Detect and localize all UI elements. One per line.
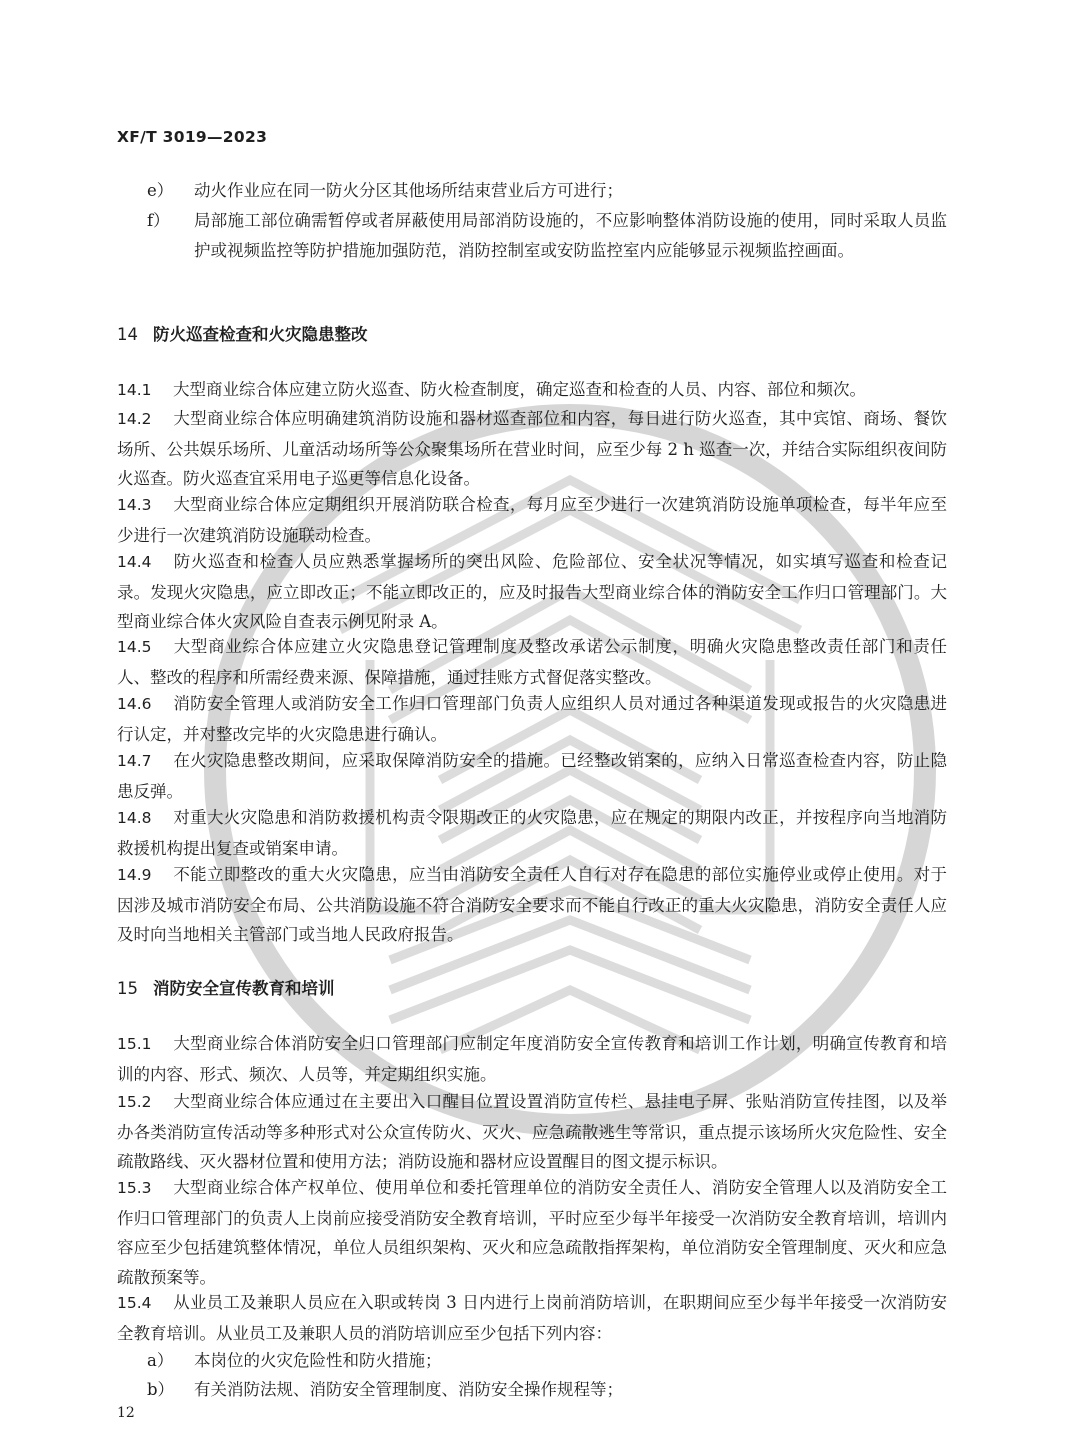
section-title: 防火巡查检查和火灾隐患整改 [153, 325, 368, 344]
list-item-text: 动火作业应在同一防火分区其他场所结束营业后方可进行； [194, 181, 623, 200]
list-item-label: e） [147, 181, 174, 200]
clause-text: 大型商业综合体应定期组织开展消防联合检查，每月应至少进行一次建筑消防设施单项检查，每半年应至少进行一次建筑消防设施联动检查。 [117, 495, 947, 545]
clause-text: 大型商业综合体消防安全归口管理部门应制定年度消防安全宣传教育和培训工作计划，明确宣传教育和培训的内容、形式、频次、人员等，并定期组织实施。 [117, 1034, 947, 1084]
list-item-text: 局部施工部位确需暂停或者屏蔽使用局部消防设施的，不应影响整体消防设施的使用，同时采取人员监护或视频监控等防护措施加强防范，消防控制室或安防监控室内应能够显示视频监控画面。 [194, 211, 947, 260]
section-heading-14 [117, 321, 368, 345]
clause-text: 防火巡查和检查人员应熟悉掌握场所的突出风险、危险部位、安全状况等情况，如实填写巡查和检查记录。发现火灾隐患，应立即改正；不能立即改正的，应及时报告大型商业综合体的消防安全工作归口管理部门。大型商业综合体火灾风险自查表示例见附录 A。 [117, 552, 947, 631]
clause [117, 1288, 947, 1348]
clause-number: 14.4 [117, 553, 152, 571]
clause-number: 15.1 [117, 1035, 152, 1053]
section-title: 消防安全宣传教育和培训 [153, 979, 335, 998]
section-heading-15 [117, 975, 335, 999]
clause-number: 15.2 [117, 1093, 152, 1111]
clause-number: 14.1 [117, 381, 152, 399]
section-number: 15 [117, 979, 138, 998]
clause-number: 15.4 [117, 1294, 152, 1312]
clause-number: 14.5 [117, 638, 152, 656]
list-item-label: b） [147, 1380, 175, 1399]
clause [117, 689, 947, 749]
list-item-label: f） [147, 211, 170, 230]
clause-text: 从业员工及兼职人员应在入职或转岗 3 日内进行上岗前消防培训，在职期间应至少每半年接受一次消防安全教育培训。从业员工及兼职人员的消防培训应至少包括下列内容： [117, 1293, 947, 1343]
clause [117, 632, 947, 692]
clause-number: 14.6 [117, 695, 152, 713]
clause [117, 404, 947, 494]
clause-text: 大型商业综合体产权单位、使用单位和委托管理单位的消防安全责任人、消防安全管理人以及消防安全工作归口管理部门的负责人上岗前应接受消防安全教育培训，平时应至少每半年接受一次消防安全教育培训，培训内容应至少包括建筑整体情况，单位人员组织架构、灭火和应急疏散指挥架构，单位消防安全管理制度、灭火和应急疏散预案等。 [117, 1178, 947, 1287]
clause [117, 1087, 947, 1177]
clause [117, 547, 947, 637]
list-item [147, 1375, 947, 1405]
clause-number: 15.3 [117, 1179, 152, 1197]
clause [117, 1029, 947, 1089]
list-item [147, 206, 947, 266]
clause-text: 大型商业综合体应建立火灾隐患登记管理制度及整改承诺公示制度，明确火灾隐患整改责任部门和责任人、整改的程序和所需经费来源、保障措施，通过挂账方式督促落实整改。 [117, 637, 947, 687]
clause-text: 在火灾隐患整改期间，应采取保障消防安全的措施。已经整改销案的，应纳入日常巡查检查内容，防止隐患反弹。 [117, 751, 947, 801]
list-item [147, 176, 947, 206]
list-item-label: a） [147, 1351, 174, 1370]
clause [117, 860, 947, 950]
clause [117, 746, 947, 806]
clause-number: 14.9 [117, 866, 152, 884]
clause [117, 803, 947, 863]
clause-text: 大型商业综合体应通过在主要出入口醒目位置设置消防宣传栏、悬挂电子屏、张贴消防宣传挂图，以及举办各类消防宣传活动等多种形式对公众宣传防火、灭火、应急疏散逃生等常识，重点提示该场所火灾危险性、安全疏散路线、灭火器材位置和使用方法；消防设施和器材应设置醒目的图文提示标识。 [117, 1092, 947, 1171]
clause [117, 490, 947, 550]
clause-number: 14.2 [117, 410, 152, 428]
clause-text: 大型商业综合体应明确建筑消防设施和器材巡查部位和内容，每日进行防火巡查，其中宾馆、商场、餐饮场所、公共娱乐场所、儿童活动场所等公众聚集场所在营业时间，应至少每 2 h 巡查一次，并结合实际组织夜间防火巡查。防火巡查宜采用电子巡更等信息化设备。 [117, 409, 947, 488]
clause [117, 375, 947, 406]
section-number: 14 [117, 325, 138, 344]
clause-text: 大型商业综合体应建立防火巡查、防火检查制度，确定巡查和检查的人员、内容、部位和频次。 [173, 380, 866, 399]
list-item-text: 有关消防法规、消防安全管理制度、消防安全操作规程等； [194, 1380, 623, 1399]
page-number: 12 [117, 1405, 135, 1421]
clause-number: 14.3 [117, 496, 152, 514]
clause [117, 1173, 947, 1292]
clause-number: 14.7 [117, 752, 152, 770]
clause-text: 消防安全管理人或消防安全工作归口管理部门负责人应组织人员对通过各种渠道发现或报告的火灾隐患进行认定，并对整改完毕的火灾隐患进行确认。 [117, 694, 947, 744]
clause-text: 不能立即整改的重大火灾隐患，应当由消防安全责任人自行对存在隐患的部位实施停业或停止使用。对于因涉及城市消防安全布局、公共消防设施不符合消防安全要求而不能自行改正的重大火灾隐患，消防安全责任人应及时向当地相关主管部门或当地人民政府报告。 [117, 865, 947, 944]
clause-number: 14.8 [117, 809, 152, 827]
list-item [147, 1346, 947, 1376]
list-item-text: 本岗位的火灾危险性和防火措施； [194, 1351, 442, 1370]
document-code: XF/T 3019—2023 [117, 128, 268, 146]
clause-text: 对重大火灾隐患和消防救援机构责令限期改正的火灾隐患，应在规定的期限内改正，并按程序向当地消防救援机构提出复查或销案申请。 [117, 808, 947, 858]
